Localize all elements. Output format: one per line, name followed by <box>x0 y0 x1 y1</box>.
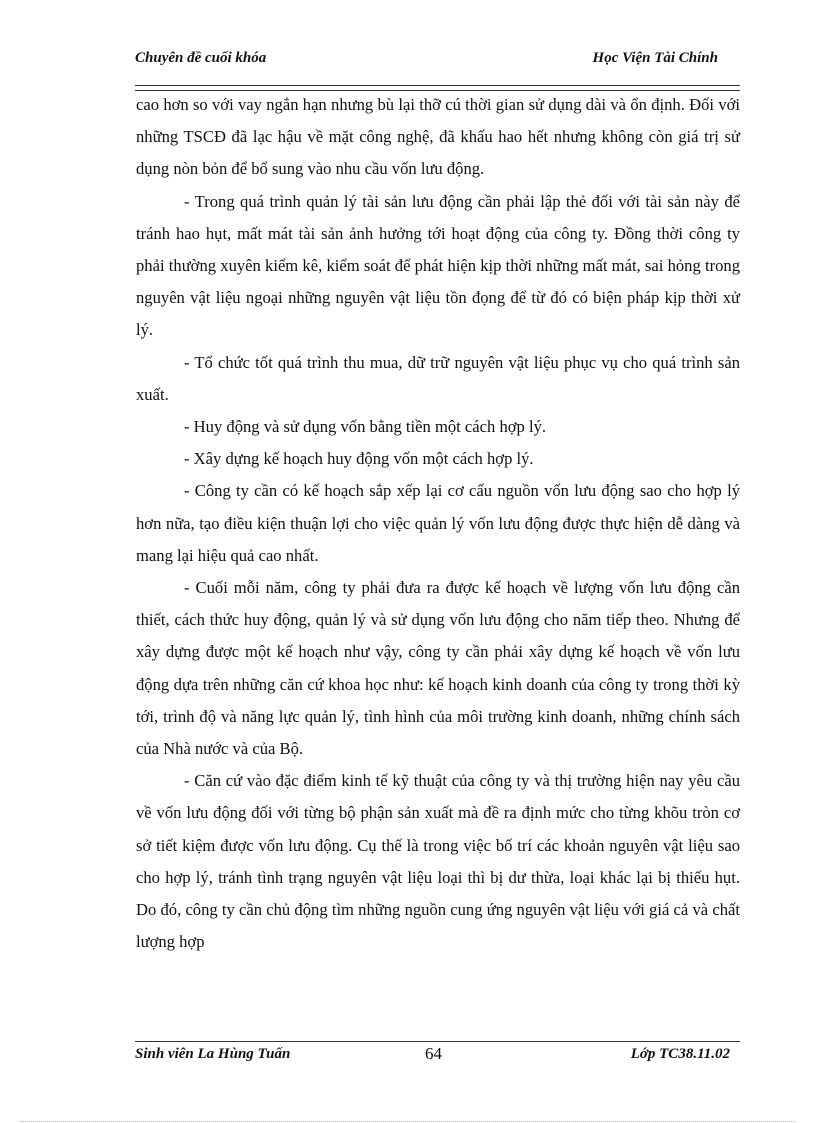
paragraph: - Công ty cần có kế hoạch sắp xếp lại cơ cấu nguồn vốn lưu động sao cho hợp lý hơn nữa, tạo điều kiện thuận lợi cho việc quản lý vốn lưu động được thực hiện dễ dàng và mang lại hiệu quả cao nhất. <box>136 481 740 565</box>
paragraph: - Tổ chức tốt quá trình thu mua, dữ trữ nguyên vật liệu phục vụ cho quá trình sản xuất. <box>136 352 740 404</box>
page-bottom-border <box>20 1121 796 1122</box>
paragraph: - Cuối mỗi năm, công ty phải đưa ra được kế hoạch về lượng vốn lưu động cần thiết, cách thức huy động, quản lý và sử dụng vốn lưu động cho năm tiếp theo. Nhưng để xây dựng được một kế hoạch như vậy, công ty cần phải xây dựng kế hoạch về vốn lưu động dựa trên những căn cứ khoa học như: kế hoạch kinh doanh của công ty trong thời kỳ tới, trình độ và năng lực quản lý, tình hình của môi trường kinh doanh, những chính sách của Nhà nước và của Bộ. <box>136 578 740 759</box>
document-body <box>136 89 740 958</box>
paragraph: - Xây dựng kế hoạch huy động vốn một cách hợp lý. <box>184 449 534 469</box>
page-header <box>135 44 740 80</box>
paragraph: cao hơn so với vay ngắn hạn nhưng bù lại thỡ cú thời gian sử dụng dài và ổn định. Đối với những TSCĐ đã lạc hậu về mặt công nghệ, đã khấu hao hết nhưng không còn giá trị sử dụng nòn bỏn để bổ sung vào nhu cầu vốn lưu động. <box>136 95 740 179</box>
footer-divider <box>135 1041 740 1042</box>
paragraph: - Căn cứ vào đặc điểm kinh tế kỹ thuật của công ty và thị trường hiện nay yêu cầu về vốn lưu động đối với từng bộ phận sản xuất mà đề ra định mức cho từng khõu tròn cơ sở tiết kiệm được vốn lưu động. Cụ thể là trong việc bố trí các khoản nguyên vật liệu sao cho hợp lý, tránh tình trạng nguyên vật liệu loại thì bị dư thừa, loại khác lại bị thiếu hụt. Do đó, công ty cần chủ động tìm những nguồn cung ứng nguyên vật liệu với giá cả và chất lượng hợp <box>136 771 740 952</box>
paragraph: - Huy động và sử dụng vốn bằng tiền một cách hợp lý. <box>184 417 547 437</box>
page-footer <box>135 1046 740 1070</box>
header-course-title: Chuyên đề cuối khóa <box>135 50 267 66</box>
footer-student-name: Sinh viên La Hùng Tuấn <box>135 1046 291 1062</box>
footer-class-code: Lớp TC38.11.02 <box>630 1046 730 1062</box>
header-institution: Học Viện Tài Chính <box>592 50 718 66</box>
page-number: 64 <box>425 1044 442 1063</box>
paragraph: - Trong quá trình quản lý tài sản lưu động cần phải lập thẻ đối với tài sản này để tránh hao hụt, mất mát tài sản ảnh hưởng tới hoạt động của công ty. Đồng thời công ty phải thường xuyên kiểm kê, kiểm soát để phát hiện kịp thời những mất mát, sai hỏng trong nguyên vật liệu ngoại những nguyên vật liệu tồn đọng để từ đó có biện pháp kịp thời xử lý. <box>136 191 740 340</box>
